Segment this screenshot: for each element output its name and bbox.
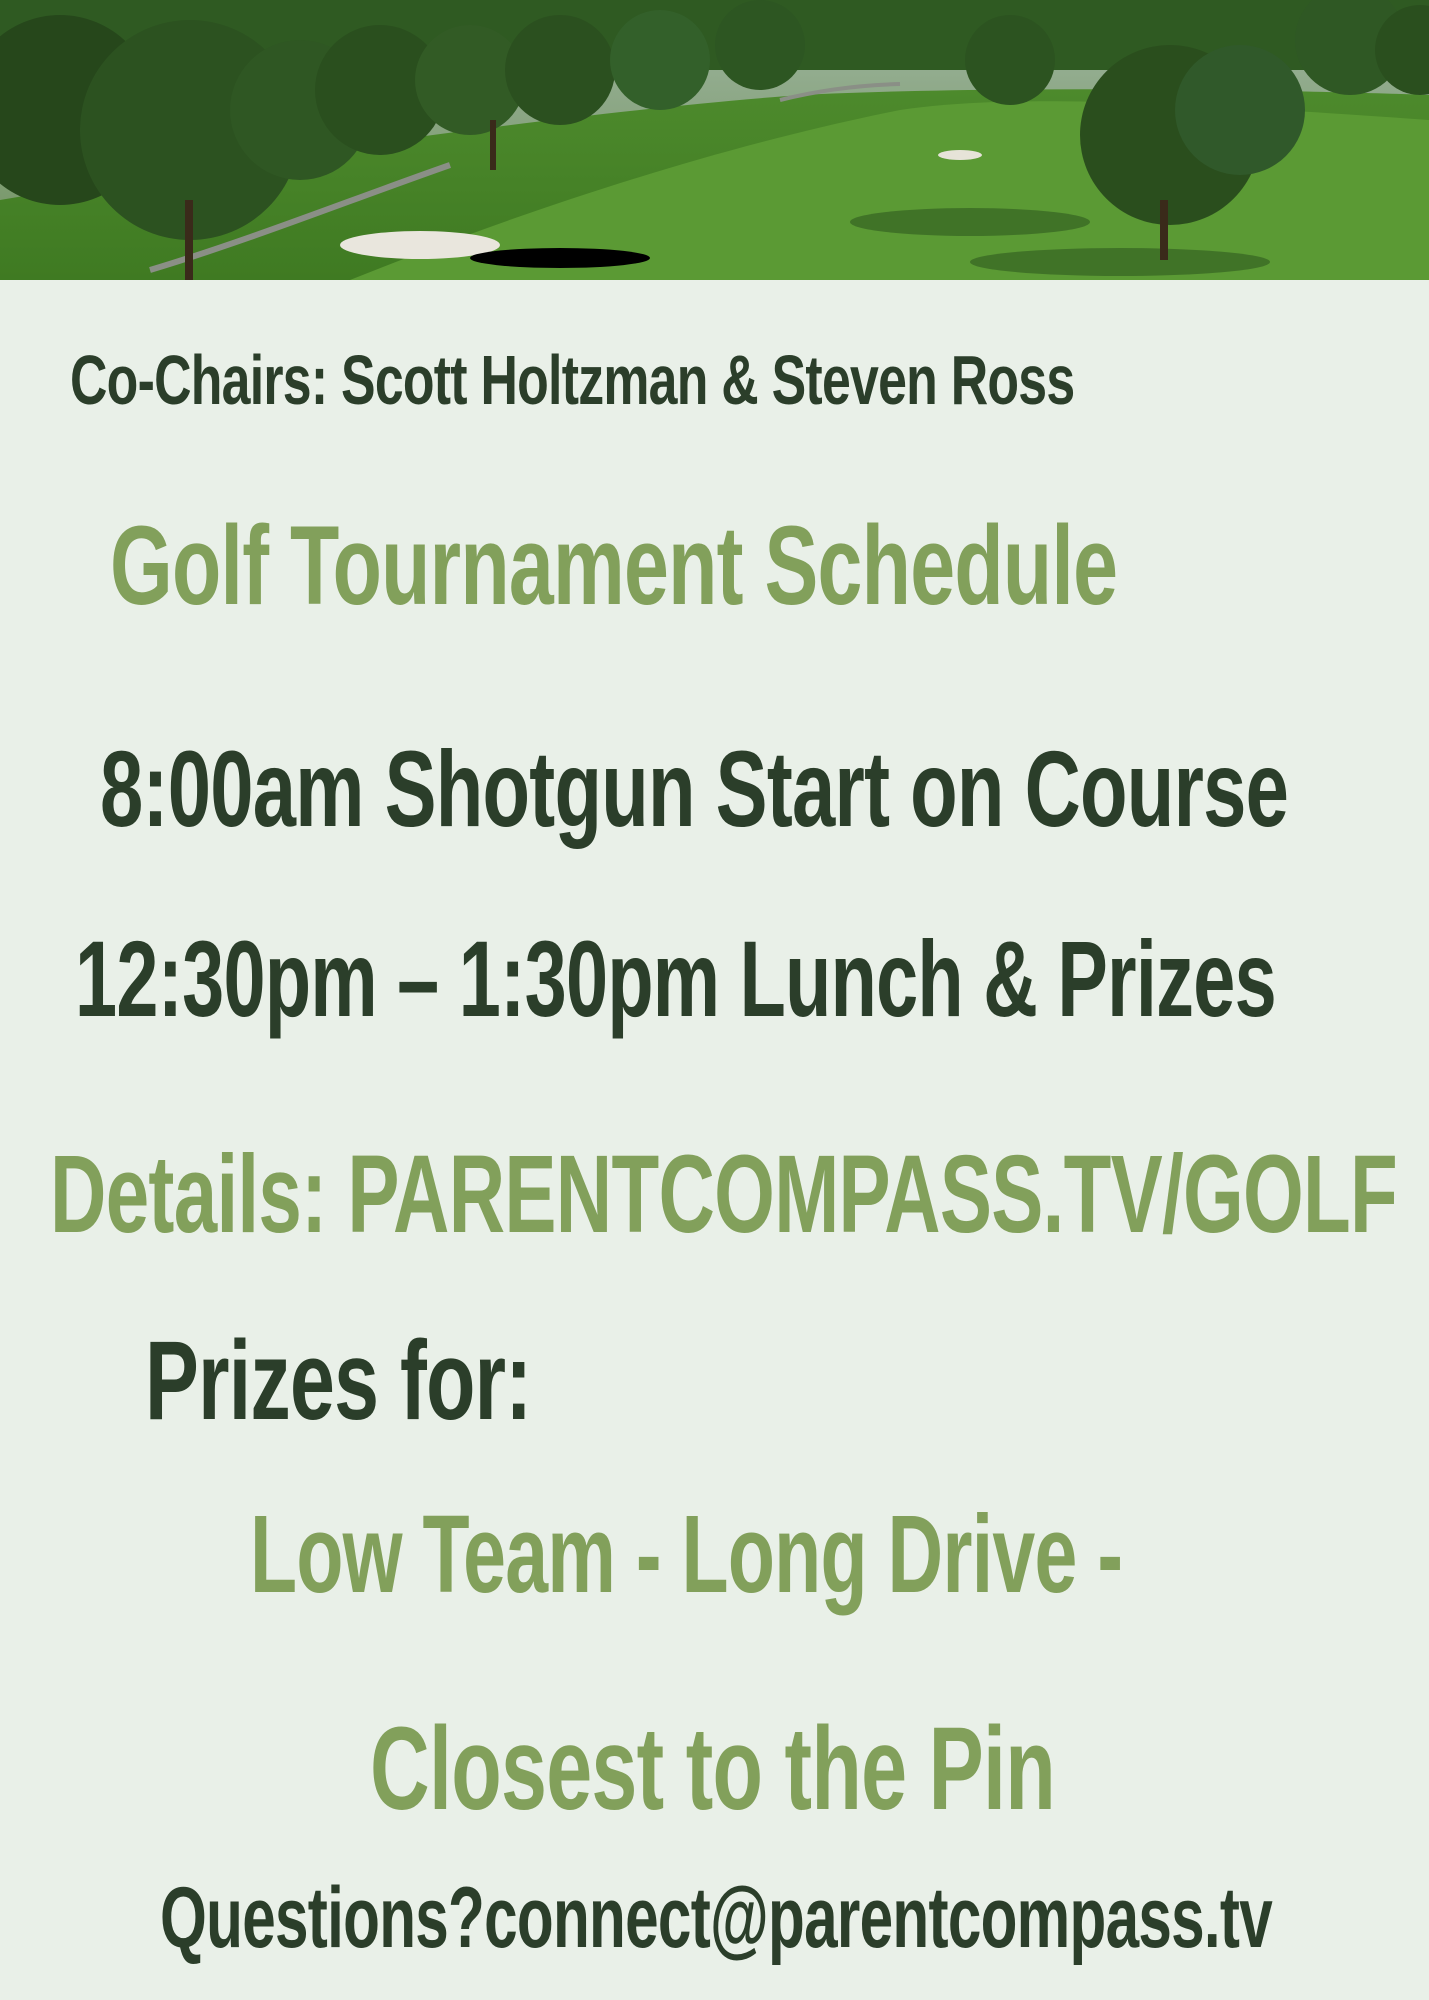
golf-course-photo xyxy=(0,0,1429,280)
details-link[interactable]: Details: PARENTCOMPASS.TV/GOLF xyxy=(50,1133,1398,1256)
page-title: Golf Tournament Schedule xyxy=(110,503,1118,628)
prizes-list-line-1: Low Team - Long Drive - xyxy=(250,1493,1123,1616)
co-chairs-line: Co-Chairs: Scott Holtzman & Steven Ross xyxy=(70,341,1075,419)
prizes-heading: Prizes for: xyxy=(145,1318,532,1443)
schedule-item-shotgun-start: 8:00am Shotgun Start on Course xyxy=(100,728,1289,849)
schedule-item-lunch-prizes: 12:30pm – 1:30pm Lunch & Prizes xyxy=(75,918,1276,1039)
golf-course-illustration xyxy=(0,0,1429,280)
prizes-list-line-2: Closest to the Pin xyxy=(370,1703,1055,1835)
contact-email-line[interactable]: Questions?connect@parentcompass.tv xyxy=(160,1870,1273,1966)
